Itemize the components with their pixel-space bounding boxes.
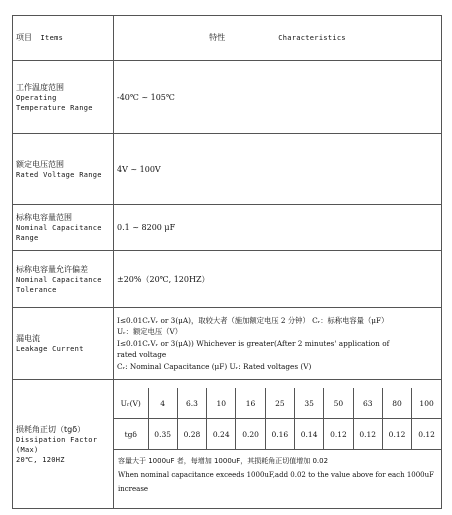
tolerance-label-cn: 标称电容量允许偏差 [16,264,88,274]
voltage-cell: 100 [412,388,441,419]
tg-delta-row [114,419,441,450]
tolerance-value: ±20%（20℃, 120HZ） [114,251,442,308]
voltage-cell: 35 [294,388,323,419]
leakage-description-cell [114,308,442,380]
rated-voltage-label: Uᵣ(V) [114,388,148,419]
leakage-line-3: I≤0.01CᵣVᵣ or 3(μA)) Whichever is greater(After 2 minutes' application of [117,338,390,348]
tolerance-label-cell [13,251,114,308]
header-char-en: Characteristics [278,34,346,42]
tolerance-label-en2: Tolerance [16,285,57,294]
tg-delta-cell: 0.12 [353,419,382,450]
leakage-line-4: rated voltage [117,350,167,360]
voltage-label-en: Rated Voltage Range [16,170,102,179]
voltage-row [13,134,442,205]
voltage-label-cell [13,134,114,205]
spec-table [12,15,442,509]
dissipation-values-cell [114,380,442,509]
tg-delta-cell: 0.16 [265,419,294,450]
tg-delta-cell: 0.28 [177,419,206,450]
voltage-cell: 4 [148,388,177,419]
capacitance-row [13,205,442,251]
tolerance-row [13,251,442,308]
dissipation-row [13,380,442,509]
header-item-cn: 项目 [16,33,32,42]
tg-delta-cell: 0.24 [207,419,236,450]
dissipation-label-cn: 损耗角正切（tgδ） [16,424,86,434]
capacitance-value: 0.1 ~ 8200 μF [114,205,442,251]
temperature-row [13,61,442,134]
capacitance-label-cell [13,205,114,251]
dissipation-label-en3: 20℃, 120HZ [16,455,65,464]
dissipation-label-en1: Dissipation Factor [16,435,98,444]
header-item-en: Items [40,34,64,42]
tg-delta-cell: 0.12 [382,419,411,450]
header-char-cn: 特性 [209,33,226,42]
voltage-cell: 80 [382,388,411,419]
capacitance-label-en1: Nominal Capacitance [16,224,102,232]
leakage-line-2: Uᵣ：额定电压（V） [117,327,183,337]
voltage-cell: 63 [353,388,382,419]
tg-delta-cell: 0.20 [236,419,265,450]
dissipation-table [114,388,441,450]
temperature-label-en2: Temperature Range [16,103,93,112]
tg-delta-cell: 0.14 [294,419,323,450]
voltage-cell: 10 [207,388,236,419]
dissipation-note [114,450,441,500]
header-characteristics-cell [114,16,442,61]
tg-delta-cell: 0.35 [148,419,177,450]
dissipation-label-cell [13,380,114,509]
voltage-label-cn: 额定电压范围 [16,159,64,169]
dissipation-note-en2: increase [118,485,149,493]
tg-delta-cell: 0.12 [412,419,441,450]
voltage-value: 4V ~ 100V [114,134,442,205]
leakage-label-cell [13,308,114,380]
voltage-cell: 6.3 [177,388,206,419]
temperature-label-en1: Operating [16,93,57,102]
tolerance-label-en1: Nominal Capacitance [16,275,102,284]
voltage-cell: 16 [236,388,265,419]
capacitance-label-cn: 标称电容量范围 [16,213,72,222]
tg-delta-label: tgδ [114,419,148,450]
leakage-label-cn: 漏电流 [16,334,40,343]
temperature-label-cn: 工作温度范围 [16,82,64,92]
dissipation-label-en2: (Max) [16,445,39,454]
leakage-label-en: Leakage Current [16,345,84,353]
leakage-line-1: I≤0.01CᵣVᵣ or 3(μA)，取较大者（施加额定电压 2 分钟） Cᵣ：标称电容量（μF） [117,315,389,325]
header-row [13,16,442,61]
leakage-row [13,308,442,380]
rated-voltage-row [114,388,441,419]
header-items-cell [13,16,114,61]
tg-delta-cell: 0.12 [324,419,353,450]
temperature-value: -40℃ ~ 105℃ [114,61,442,134]
voltage-cell: 25 [265,388,294,419]
dissipation-note-cn: 容量大于 1000uF 者，每增加 1000uF，其损耗角正切值增加 0.02 [118,457,329,465]
leakage-line-5: Cᵣ: Nominal Capacitance (μF) Uᵣ: Rated voltages (V) [117,361,312,371]
temperature-label-cell [13,61,114,134]
capacitance-label-en2: Range [16,234,39,242]
dissipation-note-en: When nominal capacitance exceeds 1000uF,add 0.02 to the value above for each 1000uF [118,471,434,479]
voltage-cell: 50 [324,388,353,419]
